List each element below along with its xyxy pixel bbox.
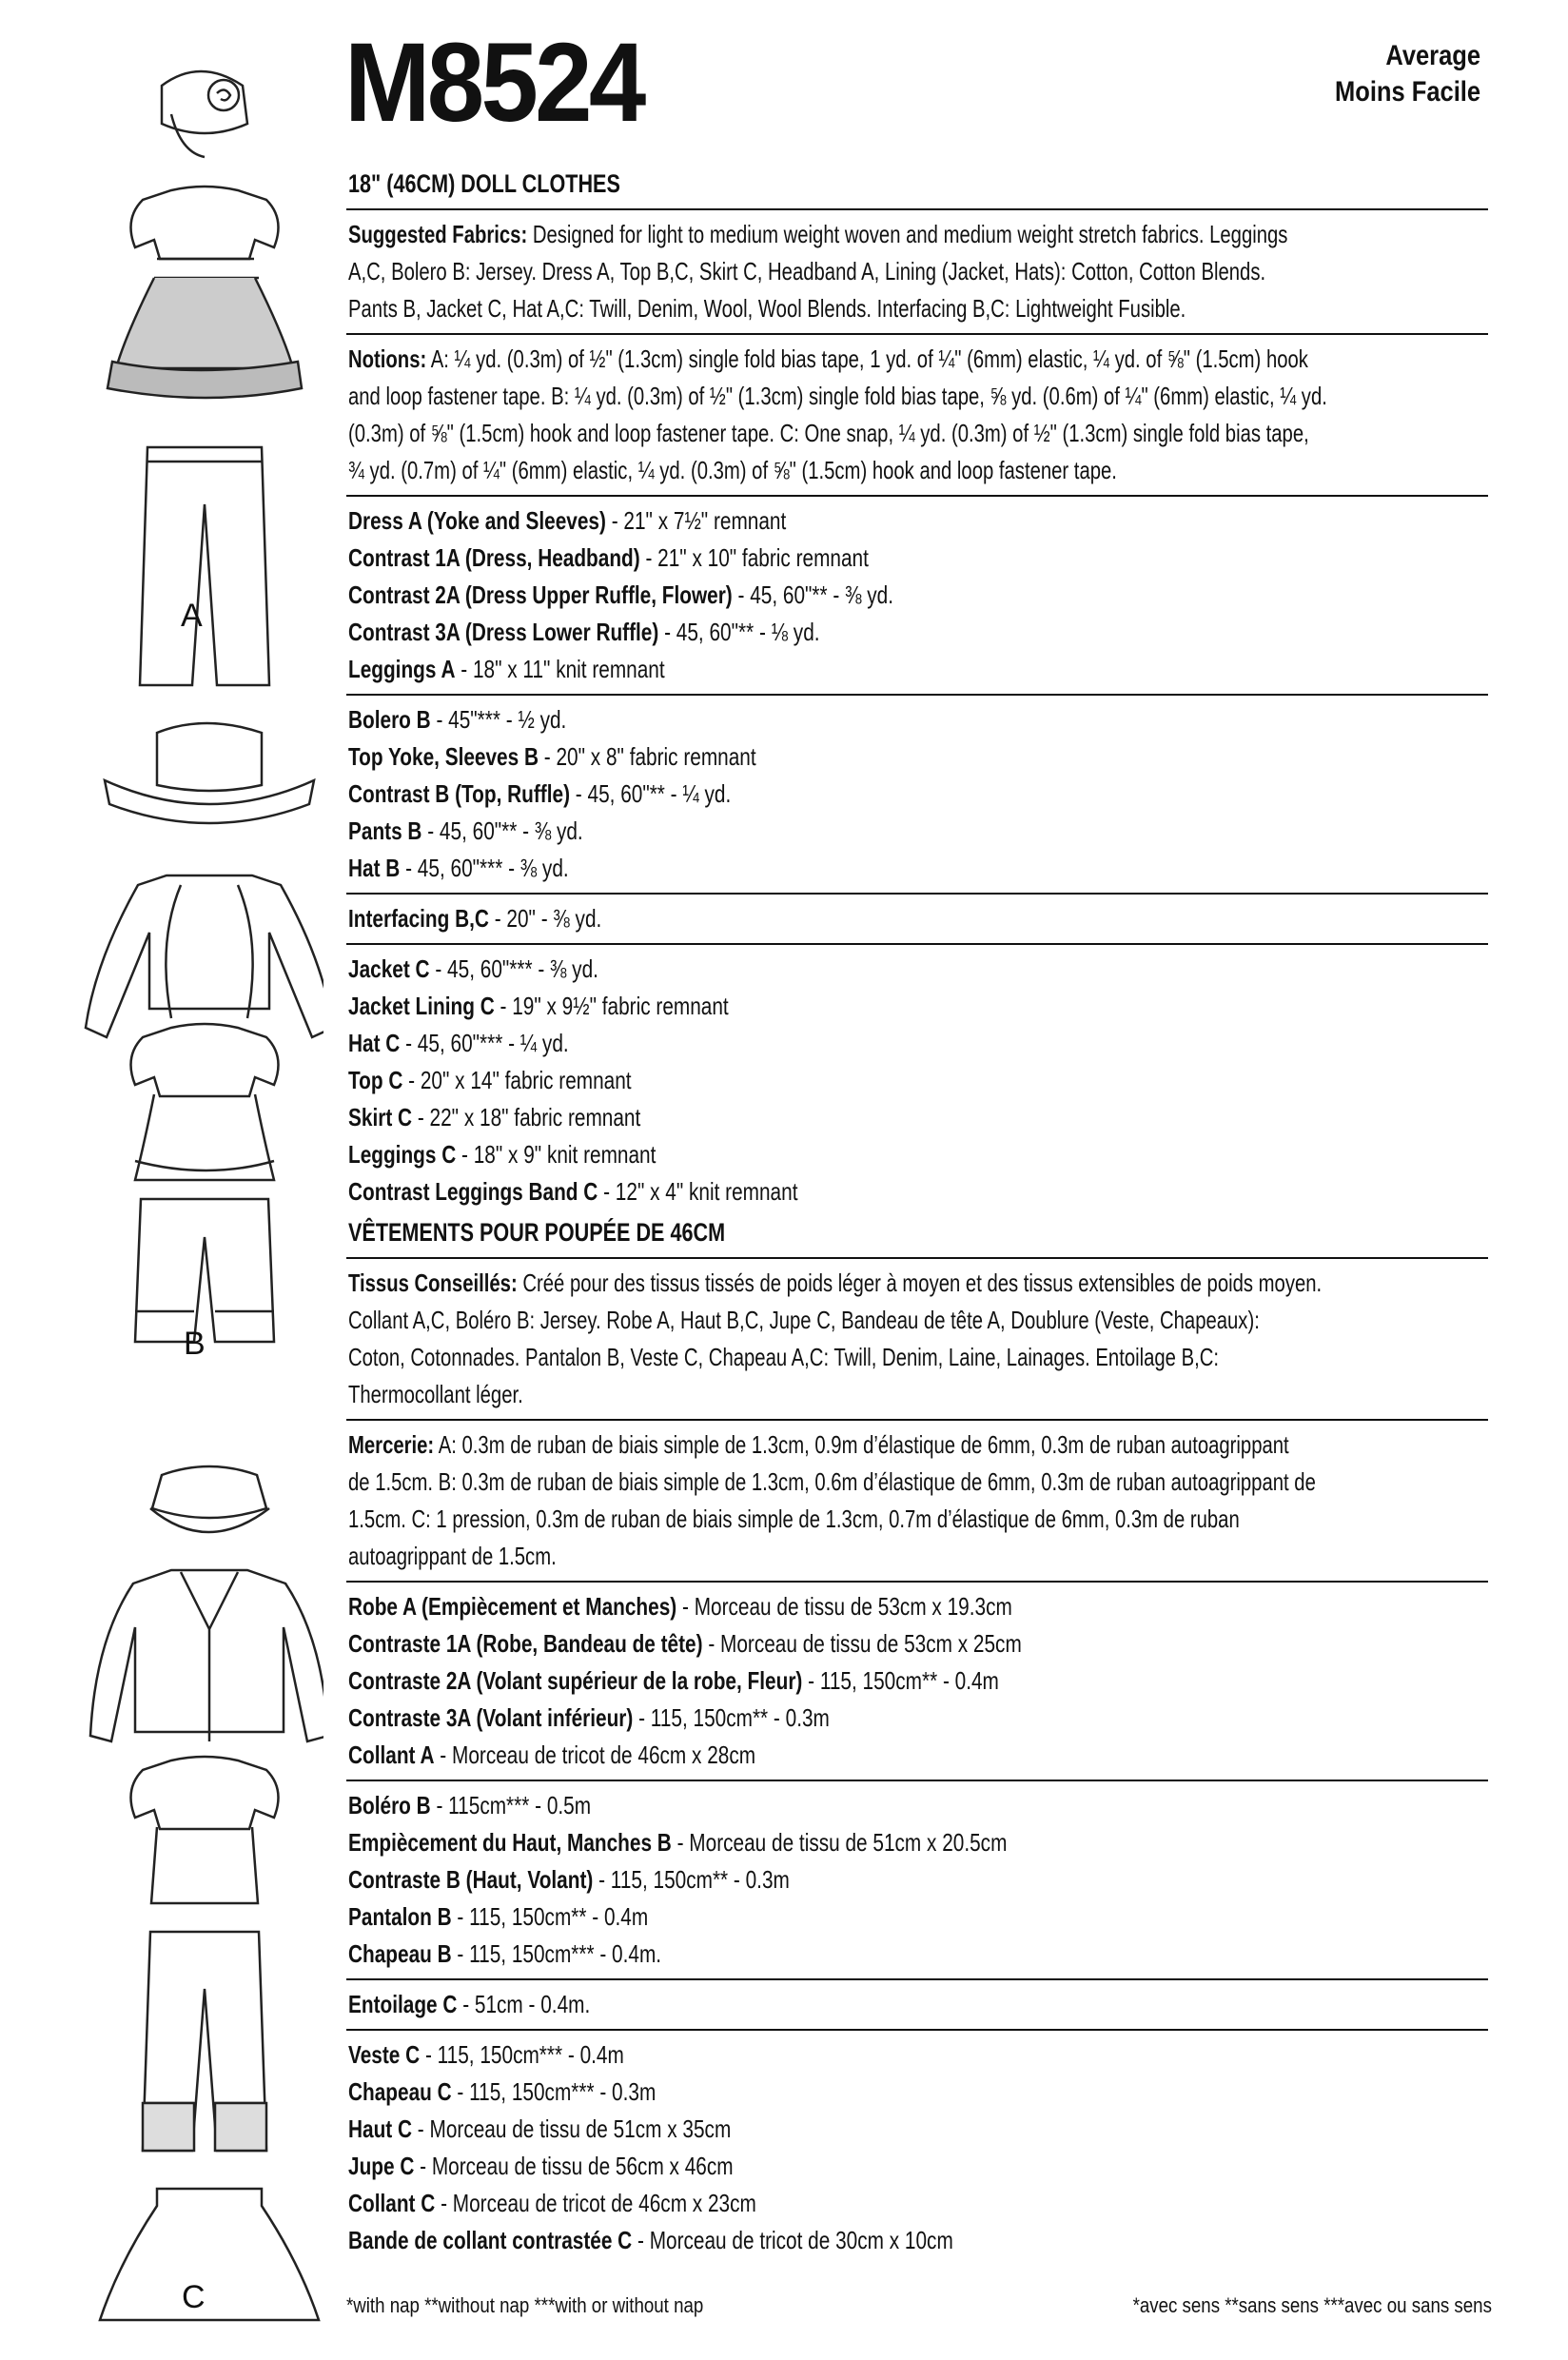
yardage-view: Pantalon B bbox=[348, 1902, 452, 1931]
fabrics-line bbox=[348, 1265, 1323, 1302]
yardage-amount: - Morceau de tissu de 51cm x 20.5cm bbox=[671, 1828, 1008, 1857]
yardage-view: Bolero B bbox=[348, 705, 431, 734]
yardage-view: Hat C bbox=[348, 1029, 401, 1057]
yardage-view: Jacket C bbox=[348, 954, 430, 983]
notions-block bbox=[346, 335, 1488, 497]
fabrics-line bbox=[348, 216, 1288, 253]
yardage-amount: - 45, 60"*** - ¼ yd. bbox=[400, 1029, 569, 1057]
yardage-row bbox=[348, 850, 1260, 887]
yardage-view: Leggings A bbox=[348, 655, 456, 683]
notions-text: and loop fastener tape. B: ¼ yd. (0.3m) of ½" (1.3cm) single fold bias tape, ⅝ yd. (0.6m) of ¼" (6mm) elastic, ¼ yd. bbox=[348, 382, 1327, 410]
yardage-row bbox=[348, 988, 1260, 1025]
yardage-row bbox=[348, 2074, 1260, 2111]
yardage-amount: - 21" x 10" fabric remnant bbox=[639, 543, 869, 572]
yardage-amount: - 45, 60"** - ⅜ yd. bbox=[421, 816, 583, 845]
yardage-row bbox=[348, 1986, 1260, 2023]
notions-line bbox=[348, 1501, 1240, 1538]
fabrics-block bbox=[346, 1259, 1488, 1421]
yardage-view: Veste C bbox=[348, 2040, 421, 2069]
yardage-amount: - 45, 60"*** - ⅜ yd. bbox=[429, 954, 598, 983]
fabrics-line bbox=[348, 1339, 1237, 1376]
yardage-view: Bande de collant contrastée C bbox=[348, 2226, 633, 2254]
yardage-group bbox=[346, 895, 1488, 945]
fabrics-label: Tissus Conseillés: bbox=[348, 1268, 518, 1297]
yardage-row bbox=[348, 1173, 1260, 1210]
yardage-amount: - 115, 150cm*** - 0.4m bbox=[420, 2040, 624, 2069]
view-label-a: A bbox=[181, 598, 203, 634]
hat-c-illustration bbox=[150, 1466, 269, 1532]
notions-line bbox=[348, 415, 1309, 452]
yardage-amount: - 115, 150cm** - 0.3m bbox=[593, 1865, 790, 1894]
notions-line bbox=[348, 1426, 1289, 1464]
yardage-view: Interfacing B,C bbox=[348, 904, 489, 933]
yardage-amount: - 21" x 7½" remnant bbox=[605, 506, 787, 535]
yardage-amount: - Morceau de tissu de 53cm x 25cm bbox=[702, 1629, 1022, 1658]
notions-text: A: 0.3m de ruban de biais simple de 1.3cm, 0.9m d’élastique de 6mm, 0.3m de ruban autoagrippant bbox=[438, 1430, 1289, 1459]
fabrics-block bbox=[346, 210, 1488, 335]
yardage-view: Contrast 3A (Dress Lower Ruffle) bbox=[348, 618, 659, 646]
section-title: VÊTEMENTS POUR POUPÉE DE 46CM bbox=[348, 1218, 726, 1247]
yardage-amount: - 20" x 14" fabric remnant bbox=[402, 1066, 632, 1094]
fabrics-text: Coton, Cotonnades. Pantalon B, Veste C, Chapeau A,C: Twill, Denim, Laine, Lainages. Entoilage B,C: bbox=[348, 1343, 1220, 1371]
yardage-view: Chapeau B bbox=[348, 1939, 452, 1968]
pattern-number: M8524 bbox=[344, 20, 643, 146]
difficulty bbox=[1335, 38, 1480, 110]
fabrics-line bbox=[348, 290, 1237, 327]
yardage-view: Chapeau C bbox=[348, 2077, 452, 2106]
yardage-group bbox=[346, 1583, 1488, 1781]
section-title-block bbox=[346, 160, 1488, 210]
yardage-view: Jacket Lining C bbox=[348, 992, 495, 1020]
section-title-block bbox=[346, 1209, 1488, 1259]
yardage-view: Contraste 3A (Volant inférieur) bbox=[348, 1703, 634, 1732]
yardage-view: Hat B bbox=[348, 854, 401, 882]
yardage-row bbox=[348, 502, 1260, 540]
english-section bbox=[346, 160, 1488, 1216]
yardage-row bbox=[348, 1662, 1260, 1700]
notions-label: Notions: bbox=[348, 344, 427, 373]
fabrics-line bbox=[348, 253, 1266, 290]
nap-legend-en: *with nap **without nap ***with or without nap bbox=[346, 2293, 704, 2317]
yardage-view: Empiècement du Haut, Manches B bbox=[348, 1828, 672, 1857]
jacket-c-illustration bbox=[90, 1570, 323, 1741]
yardage-row bbox=[348, 701, 1260, 738]
french-section bbox=[346, 1209, 1488, 2265]
yardage-group bbox=[346, 1781, 1488, 1980]
fabrics-text: A,C, Bolero B: Jersey. Dress A, Top B,C, Skirt C, Headband A, Lining (Jacket, Hats): Cotton, Cotton Blends. bbox=[348, 257, 1266, 285]
yardage-amount: - 115, 150cm** - 0.3m bbox=[633, 1703, 830, 1732]
yardage-row bbox=[348, 951, 1260, 988]
view-label-c: C bbox=[182, 2279, 206, 2315]
fabrics-line bbox=[348, 1302, 1260, 1339]
yardage-amount: - 22" x 18" fabric remnant bbox=[412, 1103, 641, 1131]
yardage-group bbox=[346, 1980, 1488, 2031]
yardage-row bbox=[348, 2185, 1260, 2222]
yardage-row bbox=[348, 1099, 1260, 1136]
yardage-view: Contraste 1A (Robe, Bandeau de tête) bbox=[348, 1629, 703, 1658]
notions-text: de 1.5cm. B: 0.3m de ruban de biais simple de 1.3cm, 0.6m d’élastique de 6mm, 0.3m de ruban autoagrippant de bbox=[348, 1467, 1316, 1496]
leggings-a-illustration bbox=[140, 447, 269, 685]
yardage-view: Jupe C bbox=[348, 2152, 415, 2180]
fabrics-text: Collant A,C, Boléro B: Jersey. Robe A, Haut B,C, Jupe C, Bandeau de tête A, Doublure (Veste, Chapeaux): bbox=[348, 1306, 1260, 1334]
yardage-row bbox=[348, 1025, 1260, 1062]
dress-a-illustration bbox=[108, 187, 302, 398]
yardage-amount: - Morceau de tricot de 30cm x 10cm bbox=[632, 2226, 953, 2254]
yardage-row bbox=[348, 900, 1260, 937]
notions-line bbox=[348, 378, 1327, 415]
yardage-view: Contrast Leggings Band C bbox=[348, 1177, 598, 1206]
headband-illustration bbox=[162, 71, 247, 157]
yardage-amount: - 45"*** - ½ yd. bbox=[430, 705, 567, 734]
yardage-view: Collant C bbox=[348, 2189, 436, 2217]
yardage-amount: - Morceau de tissu de 56cm x 46cm bbox=[414, 2152, 734, 2180]
fabrics-text: Créé pour des tissus tissés de poids léger à moyen et des tissus extensibles de poids moyen. bbox=[522, 1268, 1323, 1297]
yardage-row bbox=[348, 1936, 1260, 1973]
yardage-amount: - 20" x 8" fabric remnant bbox=[539, 742, 756, 771]
yardage-amount: - 12" x 4" knit remnant bbox=[598, 1177, 798, 1206]
yardage-row bbox=[348, 813, 1260, 850]
yardage-row bbox=[348, 577, 1260, 614]
yardage-view: Boléro B bbox=[348, 1791, 431, 1819]
yardage-amount: - Morceau de tricot de 46cm x 23cm bbox=[435, 2189, 756, 2217]
yardage-view: Entoilage C bbox=[348, 1990, 458, 2018]
yardage-view: Contrast 2A (Dress Upper Ruffle, Flower) bbox=[348, 580, 733, 609]
yardage-row bbox=[348, 1136, 1260, 1173]
top-c-illustration bbox=[131, 1757, 279, 1903]
yardage-view: Contraste 2A (Volant supérieur de la robe, Fleur) bbox=[348, 1666, 803, 1695]
fabrics-text: Designed for light to medium weight woven and medium weight stretch fabrics. Leggings bbox=[532, 220, 1288, 248]
yardage-amount: - 115, 150cm** - 0.4m bbox=[802, 1666, 999, 1695]
yardage-row bbox=[348, 776, 1260, 813]
yardage-amount: - Morceau de tissu de 53cm x 19.3cm bbox=[676, 1592, 1012, 1621]
notions-text: 1.5cm. C: 1 pression, 0.3m de ruban de biais simple de 1.3cm, 0.7m d’élastique de 6mm, 0.3m de ruban bbox=[348, 1504, 1240, 1533]
notions-line bbox=[348, 452, 1237, 489]
difficulty-fr: Moins Facile bbox=[1334, 76, 1480, 108]
pants-b-illustration bbox=[135, 1199, 274, 1342]
yardage-amount: - 45, 60"** - ⅛ yd. bbox=[658, 618, 820, 646]
notions-text: autoagrippant de 1.5cm. bbox=[348, 1542, 557, 1570]
yardage-row bbox=[348, 1787, 1260, 1824]
yardage-row bbox=[348, 1824, 1260, 1861]
yardage-amount: - 18" x 9" knit remnant bbox=[456, 1140, 657, 1169]
yardage-view: Robe A (Empiècement et Manches) bbox=[348, 1592, 677, 1621]
fabrics-label: Suggested Fabrics: bbox=[348, 220, 528, 248]
yardage-view: Top Yoke, Sleeves B bbox=[348, 742, 539, 771]
yardage-view: Contrast B (Top, Ruffle) bbox=[348, 779, 571, 808]
yardage-view: Top C bbox=[348, 1066, 403, 1094]
fabrics-text: Thermocollant léger. bbox=[348, 1380, 523, 1408]
yardage-view: Skirt C bbox=[348, 1103, 413, 1131]
yardage-amount: - Morceau de tissu de 51cm x 35cm bbox=[412, 2114, 732, 2143]
fabrics-line bbox=[348, 1376, 1237, 1413]
yardage-row bbox=[348, 1062, 1260, 1099]
yardage-amount: - 18" x 11" knit remnant bbox=[455, 655, 665, 683]
fabrics-text: Pants B, Jacket C, Hat A,C: Twill, Denim, Wool, Wool Blends. Interfacing B,C: Lightweight Fusible. bbox=[348, 294, 1186, 323]
top-b-illustration bbox=[131, 1024, 279, 1180]
yardage-row bbox=[348, 1898, 1260, 1936]
notions-text: (0.3m) of ⅝" (1.5cm) hook and loop fastener tape. C: One snap, ¼ yd. (0.3m) of ½" (1.3cm) single fold bias tape, bbox=[348, 419, 1309, 447]
hat-b-illustration bbox=[105, 723, 314, 823]
notions-line bbox=[348, 341, 1308, 378]
yardage-view: Dress A (Yoke and Sleeves) bbox=[348, 506, 606, 535]
yardage-row bbox=[348, 2036, 1260, 2074]
yardage-amount: - 115cm*** - 0.5m bbox=[430, 1791, 592, 1819]
yardage-row bbox=[348, 738, 1260, 776]
yardage-amount: - 115, 150cm** - 0.4m bbox=[451, 1902, 649, 1931]
yardage-row bbox=[348, 540, 1260, 577]
yardage-amount: - 51cm - 0.4m. bbox=[457, 1990, 591, 2018]
yardage-group bbox=[346, 696, 1488, 895]
yardage-row bbox=[348, 1588, 1260, 1625]
yardage-amount: - 115, 150cm*** - 0.4m. bbox=[451, 1939, 662, 1968]
yardage-row bbox=[348, 651, 1260, 688]
garment-illustrations bbox=[38, 57, 323, 2341]
yardage-row bbox=[348, 2111, 1260, 2148]
notions-text: ¾ yd. (0.7m) of ¼" (6mm) elastic, ¼ yd. (0.3m) of ⅝" (1.5cm) hook and loop fastener tape. bbox=[348, 456, 1117, 484]
yardage-view: Contraste B (Haut, Volant) bbox=[348, 1865, 594, 1894]
yardage-group bbox=[346, 2031, 1488, 2265]
yardage-view: Contrast 1A (Dress, Headband) bbox=[348, 543, 640, 572]
notions-line bbox=[348, 1464, 1316, 1501]
view-label-b: B bbox=[184, 1326, 206, 1362]
yardage-view: Haut C bbox=[348, 2114, 413, 2143]
yardage-view: Pants B bbox=[348, 816, 422, 845]
notions-block bbox=[346, 1421, 1488, 1583]
yardage-group bbox=[346, 497, 1488, 696]
yardage-row bbox=[348, 2148, 1260, 2185]
bolero-b-illustration bbox=[86, 875, 323, 1037]
skirt-c-illustration bbox=[100, 2189, 319, 2320]
yardage-amount: - 19" x 9½" fabric remnant bbox=[494, 992, 729, 1020]
notions-text: A: ¼ yd. (0.3m) of ½" (1.3cm) single fold bias tape, 1 yd. of ¼" (6mm) elastic, ¼ yd. of ⅝" (1.5cm) hook bbox=[430, 344, 1308, 373]
section-title: 18" (46CM) DOLL CLOTHES bbox=[348, 169, 620, 198]
yardage-row bbox=[348, 1861, 1260, 1898]
yardage-view: Collant A bbox=[348, 1740, 435, 1769]
yardage-row bbox=[348, 1625, 1260, 1662]
nap-legend-fr: *avec sens **sans sens ***avec ou sans sens bbox=[1132, 2293, 1492, 2317]
yardage-row bbox=[348, 1700, 1260, 1737]
yardage-amount: - 45, 60"*** - ⅜ yd. bbox=[400, 854, 569, 882]
yardage-amount: - Morceau de tricot de 46cm x 28cm bbox=[434, 1740, 756, 1769]
yardage-amount: - 45, 60"** - ¼ yd. bbox=[570, 779, 732, 808]
yardage-view: Leggings C bbox=[348, 1140, 457, 1169]
notions-label: Mercerie: bbox=[348, 1430, 435, 1459]
yardage-row bbox=[348, 614, 1260, 651]
difficulty-en: Average bbox=[1385, 40, 1480, 71]
leggings-c-illustration bbox=[143, 1932, 266, 2151]
yardage-amount: - 20" - ⅜ yd. bbox=[488, 904, 602, 933]
yardage-amount: - 115, 150cm*** - 0.3m bbox=[451, 2077, 657, 2106]
yardage-row bbox=[348, 1737, 1260, 1774]
yardage-group bbox=[346, 945, 1488, 1216]
yardage-amount: - 45, 60"** - ⅜ yd. bbox=[732, 580, 893, 609]
notions-line bbox=[348, 1538, 1237, 1575]
yardage-row bbox=[348, 2222, 1260, 2259]
